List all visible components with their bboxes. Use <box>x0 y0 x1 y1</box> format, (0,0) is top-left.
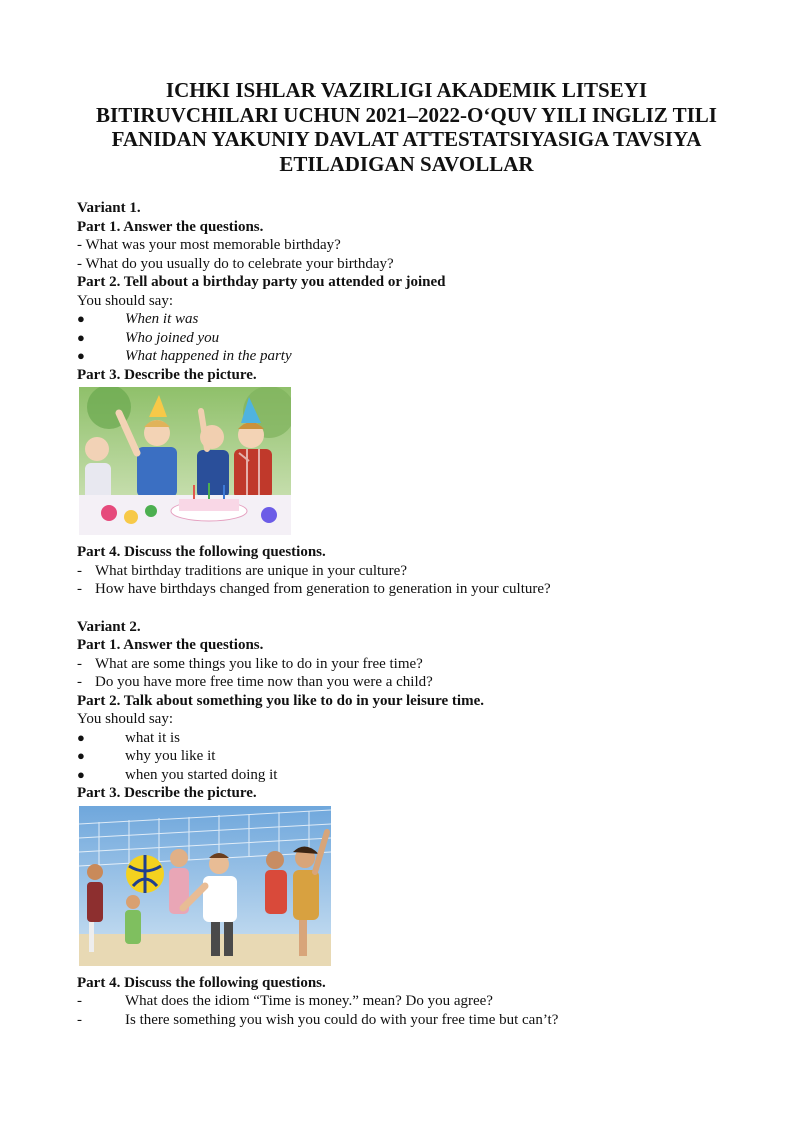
v2-part4-item <box>77 992 740 1011</box>
bullet-icon: ● <box>77 329 85 345</box>
variant-2-section <box>77 618 740 1030</box>
v2-bullet-item <box>77 729 740 748</box>
v1-part2-heading: Part 2. Tell about a birthday party you attended or joined <box>77 274 446 290</box>
v2-bullet-text: when you started doing it <box>125 766 278 783</box>
v2-part4-question-2: Is there something you wish you could do with your free time but can’t? <box>125 1011 559 1028</box>
v1-bullet-text: What happened in the party <box>125 348 292 364</box>
bullet-icon: ● <box>77 766 85 782</box>
variant-1-heading: Variant 1. <box>77 200 141 216</box>
title-line-3: FANIDAN YAKUNIY DAVLAT ATTESTATSIYASIGA TAVSIYA <box>111 127 702 151</box>
bullet-icon: ● <box>77 748 85 763</box>
v2-part4-item <box>77 1011 740 1030</box>
v1-part4-item <box>77 580 740 599</box>
dash-marker: - <box>77 655 82 672</box>
v1-part2-intro: You should say: <box>77 292 173 309</box>
v1-part4-question-1: What birthday traditions are unique in your culture? <box>95 562 407 579</box>
v1-bullet-text: Who joined you <box>125 329 220 346</box>
beach-volleyball-illustration <box>79 806 331 966</box>
v2-part1-item <box>77 673 740 692</box>
v2-part1-heading: Part 1. Answer the questions. <box>77 637 264 653</box>
beach-volleyball-photo <box>79 806 331 966</box>
v2-part4-heading: Part 4. Discuss the following questions. <box>77 974 326 991</box>
dash-marker: - <box>77 581 82 597</box>
bullet-icon: ● <box>77 729 85 745</box>
dash-marker: - <box>77 1011 82 1028</box>
title-line-2: BITIRUVCHILARI UCHUN 2021–2022-O‘QUV YILI INGLIZ TILI <box>96 102 717 127</box>
birthday-party-illustration <box>79 387 291 535</box>
v1-bullet-item <box>77 347 740 366</box>
dash-marker: - <box>77 993 82 1009</box>
v1-part1-question-1: - What was your most memorable birthday? <box>77 237 341 253</box>
document-title <box>77 78 740 176</box>
title-line-1: ICHKI ISHLAR VAZIRLIGI AKADEMIK LITSEYI <box>165 78 648 102</box>
variant-2-heading: Variant 2. <box>77 618 141 635</box>
birthday-party-photo <box>79 387 291 535</box>
bullet-icon: ● <box>77 311 85 326</box>
v2-part2-intro: You should say: <box>77 711 173 727</box>
v1-bullet-item <box>77 329 740 348</box>
v2-part4-question-1: What does the idiom “Time is money.” mean? Do you agree? <box>125 993 493 1009</box>
v2-bullet-item <box>77 747 740 766</box>
v1-part4-item <box>77 562 740 581</box>
dash-marker: - <box>77 674 82 690</box>
v1-part1-question-2: - What do you usually do to celebrate your birthday? <box>77 255 394 272</box>
v1-part4-question-2: How have birthdays changed from generation to generation in your culture? <box>95 581 551 597</box>
dash-marker: - <box>77 562 82 579</box>
v2-part3-heading: Part 3. Describe the picture. <box>77 785 257 801</box>
v1-bullet-item <box>77 310 740 329</box>
v2-part1-item <box>77 655 740 674</box>
v2-part1-question-1: What are some things you like to do in your free time? <box>95 655 423 672</box>
v2-bullet-item <box>77 766 740 785</box>
bullet-icon: ● <box>77 348 85 363</box>
v1-part1-heading: Part 1. Answer the questions. <box>77 218 264 235</box>
v1-bullet-text: When it was <box>125 311 199 327</box>
v1-part4-heading: Part 4. Discuss the following questions. <box>77 544 326 560</box>
v1-part3-heading: Part 3. Describe the picture. <box>77 366 257 383</box>
v2-part1-question-2: Do you have more free time now than you were a child? <box>95 674 433 690</box>
title-line-4: ETILADIGAN SAVOLLAR <box>279 151 534 176</box>
variant-1-section <box>77 199 740 599</box>
v2-bullet-text: what it is <box>125 729 180 746</box>
v2-part2-heading: Part 2. Talk about something you like to do in your leisure time. <box>77 692 484 709</box>
v2-bullet-text: why you like it <box>125 748 216 764</box>
